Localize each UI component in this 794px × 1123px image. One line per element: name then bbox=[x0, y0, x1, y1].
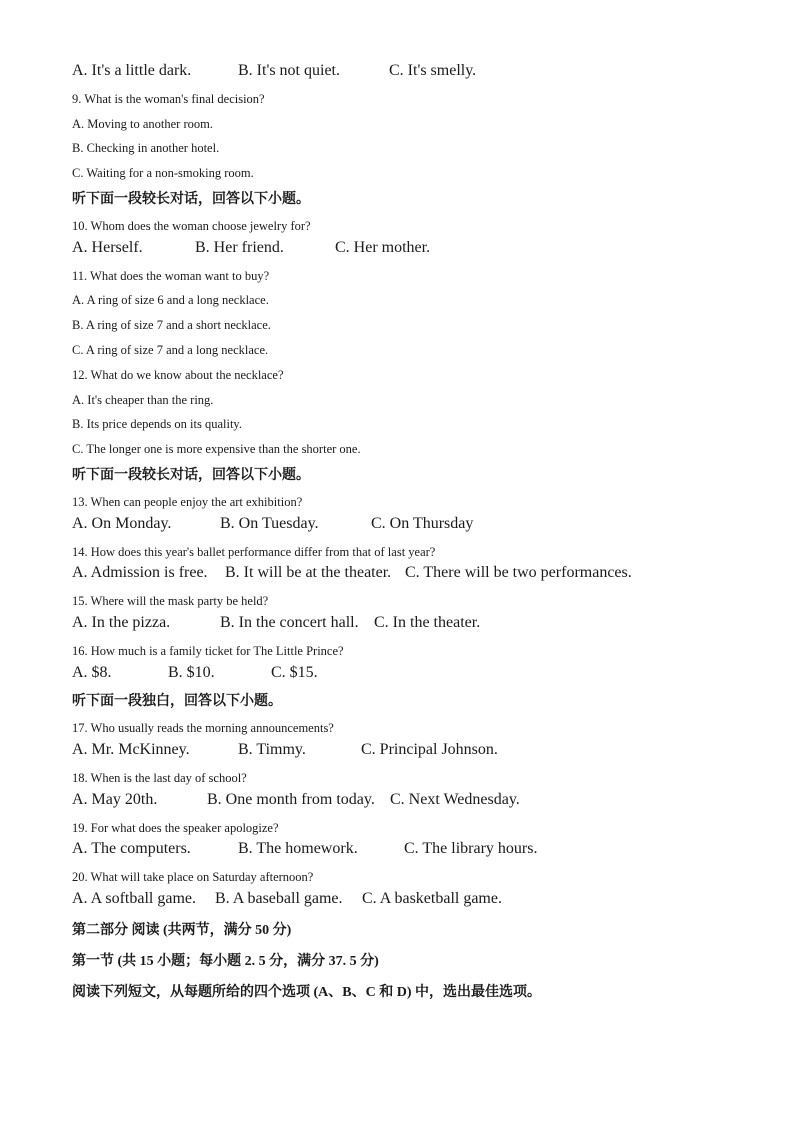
exam-page bbox=[72, 62, 732, 1008]
q19-options bbox=[72, 840, 732, 865]
q13-option-c: C. On Thursday bbox=[371, 514, 474, 532]
q9-option-b: B. Checking in another hotel. bbox=[72, 141, 220, 156]
q12-option-a: A. It's cheaper than the ring. bbox=[72, 392, 214, 407]
q19-option-b: B. The homework. bbox=[238, 840, 358, 858]
q12-option-c: C. The longer one is more expensive than the shorter one. bbox=[72, 442, 361, 457]
q9-option-c: C. Waiting for a non-smoking room. bbox=[72, 166, 254, 181]
q20-stem: 20. What will take place on Saturday afternoon? bbox=[72, 870, 314, 885]
q11-option-a: A. A ring of size 6 and a long necklace. bbox=[72, 293, 269, 308]
q14-option-c: C. There will be two performances. bbox=[405, 564, 632, 582]
q10-option-b: B. Her friend. bbox=[195, 238, 284, 256]
q19-option-a: A. The computers. bbox=[72, 840, 191, 858]
q11-option-c: C. A ring of size 7 and a long necklace. bbox=[72, 342, 269, 357]
section-heading-3: 听下面一段独白，回答以下小题。 bbox=[72, 694, 282, 710]
q16-option-c: C. $15. bbox=[271, 663, 318, 681]
q20-option-b: B. A baseball game. bbox=[215, 889, 343, 907]
q10-stem: 10. Whom does the woman choose jewelry for? bbox=[72, 218, 311, 233]
q15-stem: 15. Where will the mask party be held? bbox=[72, 594, 269, 609]
q11-option-b: B. A ring of size 7 and a short necklace. bbox=[72, 318, 271, 333]
q16-stem: 16. How much is a family ticket for The Little Prince? bbox=[72, 643, 344, 658]
q18-option-b: B. One month from today. bbox=[207, 790, 375, 808]
q10-option-a: A. Herself. bbox=[72, 238, 143, 256]
q17-option-a: A. Mr. McKinney. bbox=[72, 741, 190, 759]
section1-heading: 第一节 (共 15 小题；每小题 2. 5 分，满分 37. 5 分) bbox=[72, 953, 379, 969]
q20-option-c: C. A basketball game. bbox=[362, 889, 502, 907]
q13-option-b: B. On Tuesday. bbox=[220, 514, 319, 532]
q14-stem: 14. How does this year's ballet performance differ from that of last year? bbox=[72, 544, 436, 559]
q14-option-a: A. Admission is free. bbox=[72, 564, 208, 582]
q10-option-c: C. Her mother. bbox=[335, 238, 431, 256]
q11-stem: 11. What does the woman want to buy? bbox=[72, 268, 270, 283]
q19-stem: 19. For what does the speaker apologize? bbox=[72, 820, 279, 835]
q17-option-c: C. Principal Johnson. bbox=[361, 741, 498, 759]
q16-option-a: A. $8. bbox=[72, 663, 112, 681]
q8-option-b: B. It's not quiet. bbox=[238, 62, 340, 79]
section-heading-1: 听下面一段较长对话，回答以下小题。 bbox=[72, 191, 310, 207]
q8-options bbox=[72, 62, 732, 87]
reading-instruction: 阅读下列短文，从每题所给的四个选项 (A、B、C 和 D) 中，选出最佳选项。 bbox=[72, 984, 541, 1000]
q13-options bbox=[72, 515, 732, 540]
q8-option-a: A. It's a little dark. bbox=[72, 62, 192, 79]
q14-option-b: B. It will be at the theater. bbox=[225, 564, 392, 582]
q15-options bbox=[72, 614, 732, 639]
q20-option-a: A. A softball game. bbox=[72, 889, 196, 907]
q15-option-a: A. In the pizza. bbox=[72, 613, 171, 631]
q18-options bbox=[72, 791, 732, 816]
q17-option-b: B. Timmy. bbox=[238, 741, 306, 759]
q15-option-c: C. In the theater. bbox=[374, 613, 481, 631]
q20-options bbox=[72, 890, 732, 915]
q13-stem: 13. When can people enjoy the art exhibition? bbox=[72, 494, 303, 509]
q12-option-b: B. Its price depends on its quality. bbox=[72, 417, 242, 432]
q9-option-a: A. Moving to another room. bbox=[72, 116, 213, 131]
q18-stem: 18. When is the last day of school? bbox=[72, 770, 247, 785]
q16-options bbox=[72, 664, 732, 689]
q14-options bbox=[72, 564, 732, 589]
q10-options bbox=[72, 239, 732, 264]
q17-stem: 17. Who usually reads the morning announcements? bbox=[72, 721, 334, 736]
q12-stem: 12. What do we know about the necklace? bbox=[72, 367, 284, 382]
q13-option-a: A. On Monday. bbox=[72, 514, 172, 532]
q19-option-c: C. The library hours. bbox=[404, 840, 538, 858]
q9-stem: 9. What is the woman's final decision? bbox=[72, 91, 265, 106]
q15-option-b: B. In the concert hall. bbox=[220, 613, 359, 631]
q16-option-b: B. $10. bbox=[168, 663, 215, 681]
part2-heading: 第二部分 阅读 (共两节，满分 50 分) bbox=[72, 922, 292, 938]
section-heading-2: 听下面一段较长对话，回答以下小题。 bbox=[72, 467, 310, 483]
q17-options bbox=[72, 741, 732, 766]
q8-option-c: C. It's smelly. bbox=[389, 62, 477, 79]
q18-option-c: C. Next Wednesday. bbox=[390, 790, 520, 808]
q18-option-a: A. May 20th. bbox=[72, 790, 158, 808]
